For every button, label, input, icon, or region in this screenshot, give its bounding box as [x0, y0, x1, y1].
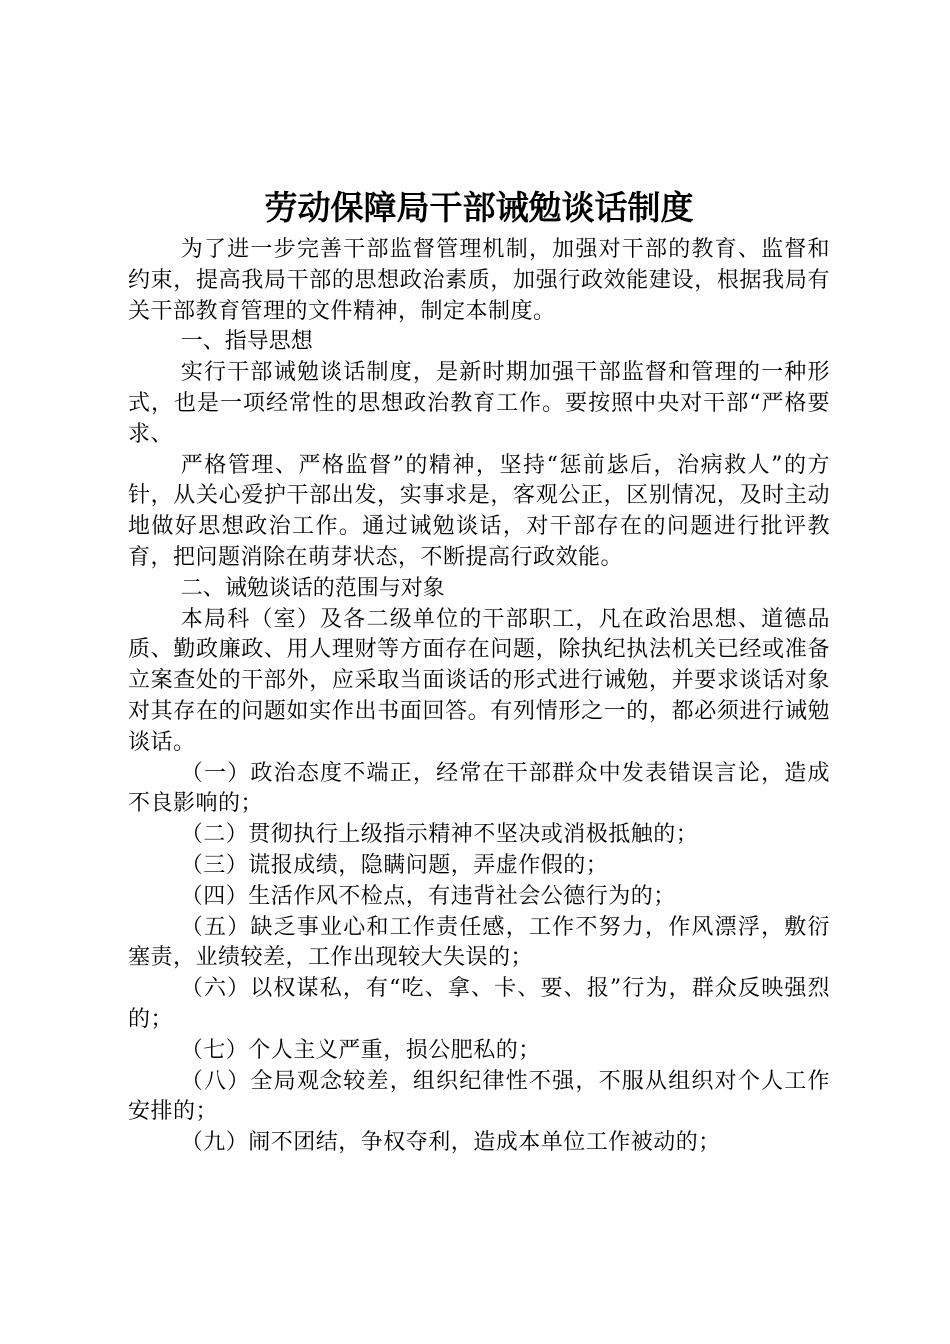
list-item: （七）个人主义严重，损公肥私的；	[180, 1037, 541, 1063]
list-item: （三）谎报成绩，隐瞒问题，弄虚作假的；	[180, 852, 609, 878]
document-body	[128, 235, 830, 1159]
list-item: （四）生活作风不检点，有违背社会公德行为的；	[180, 883, 676, 909]
list-item: （九）闹不团结，争权夺利，造成本单位工作被动的；	[180, 1130, 721, 1156]
section-heading-guiding-principle: 一、指导思想	[180, 329, 313, 355]
body-paragraph: 本局科（室）及各二级单位的干部职工，凡在政治思想、道德品质、勤政廉政、用人理财等方面存在问题，除执纪执法机关已经或准备立案查处的干部外，应采取当面谈话的形式进行诫勉，并要求谈话对象对其存在的问题如实作出书面回答。有列情形之一的，都必须进行诫勉谈话。	[128, 606, 830, 755]
document-title: 劳动保障局干部诫勉谈话制度	[264, 188, 694, 227]
list-item: （一）政治态度不端正，经常在干部群众中发表错误言论，造成不良影响的；	[128, 760, 830, 817]
body-paragraph: 实行干部诫勉谈话制度，是新时期加强干部监督和管理的一种形式，也是一项经常性的思想政治教育工作。要按照中央对干部“严格要求、	[128, 360, 830, 447]
list-item: （六）以权谋私，有“吃、拿、卡、要、报”行为，群众反映强烈的；	[128, 976, 830, 1032]
body-paragraph: 严格管理、严格监督”的精神，坚持“惩前毖后，治病救人”的方针，从关心爱护干部出发，实事求是，客观公正，区别情况，及时主动地做好思想政治工作。通过诫勉谈话，对干部存在的问题进行批评教育，把问题消除在萌芽状态，不断提高行政效能。	[128, 452, 830, 570]
list-item: （二）贯彻执行上级指示精神不坚决或消极抵触的；	[180, 822, 699, 848]
intro-paragraph: 为了进一步完善干部监督管理机制，加强对干部的教育、监督和约束，提高我局干部的思想政治素质，加强行政效能建设，根据我局有关干部教育管理的文件精神，制定本制度。	[128, 237, 830, 324]
section-heading-scope: 二、诫勉谈话的范围与对象	[180, 575, 445, 601]
list-item: （五）缺乏事业心和工作责任感，工作不努力，作风漂浮，敷衍塞责，业绩较差，工作出现较大失误的；	[128, 914, 830, 971]
list-item: （八）全局观念较差，组织纪律性不强，不服从组织对个人工作安排的；	[128, 1068, 830, 1125]
